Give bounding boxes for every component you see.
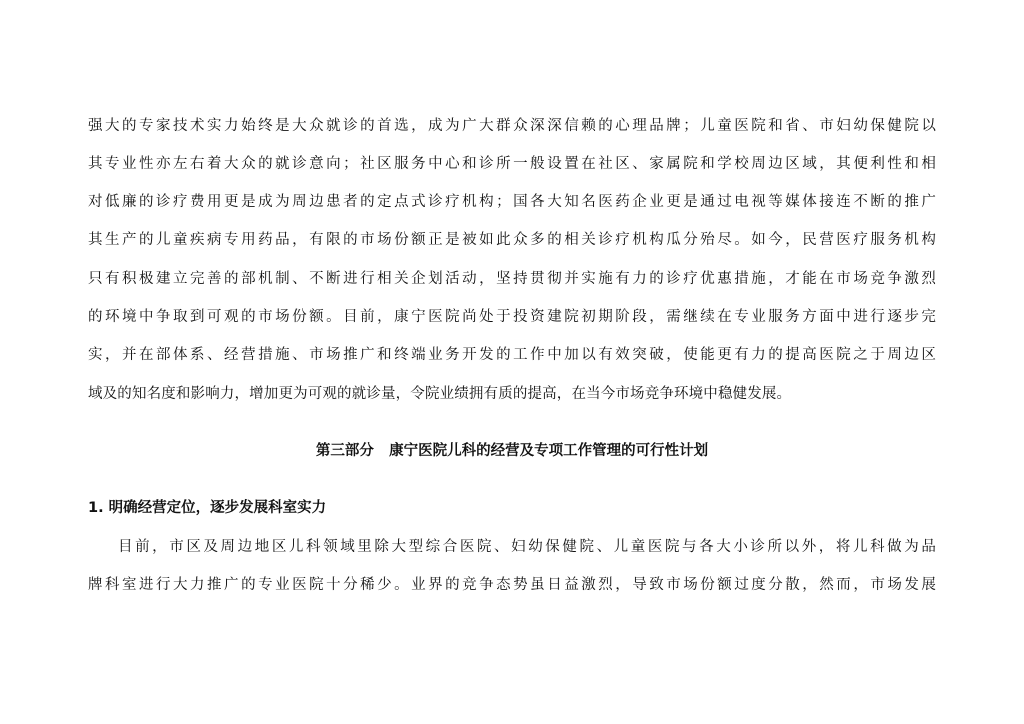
paragraph-line: 强大的专家技术实力始终是大众就诊的首选，成为广大群众深深信赖的心理品牌；儿童医院和省、市妇幼保健院以 [88, 118, 936, 134]
subsection-title: 1. 明确经营定位，逐步发展科室实力 [88, 500, 327, 516]
paragraph-line: 目前，市区及周边地区儿科领域里除大型综合医院、妇幼保健院、儿童医院与各大小诊所以外，将儿科做为品 [118, 539, 936, 555]
paragraph-line: 的环境中争取到可观的市场份额。目前，康宁医院尚处于投资建院初期阶段，需继续在专业服务方面中进行逐步完 [88, 309, 936, 325]
paragraph-line: 牌科室进行大力推广的专业医院十分稀少。业界的竞争态势虽日益激烈，导致市场份额过度分散，然而，市场发展 [88, 577, 936, 593]
paragraph-line: 域及的知名度和影响力，增加更为可观的就诊量，令院业绩拥有质的提高，在当今市场竞争环境中稳健发展。 [88, 386, 792, 402]
paragraph-line: 其生产的儿童疾病专用药品，有限的市场份额正是被如此众多的相关诊疗机构瓜分殆尽。如今，民营医疗服务机构 [88, 232, 936, 248]
paragraph-line: 只有积极建立完善的部机制、不断进行相关企划活动，坚持贯彻并实施有力的诊疗优惠措施，才能在市场竞争激烈 [88, 271, 936, 287]
section-title: 第三部分 康宁医院儿科的经营及专项工作管理的可行性计划 [315, 443, 709, 459]
paragraph-line: 实，并在部体系、经营措施、市场推广和终端业务开发的工作中加以有效突破，使能更有力的提高医院之于周边区 [88, 347, 936, 363]
paragraph-line: 其专业性亦左右着大众的就诊意向；社区服务中心和诊所一般设置在社区、家属院和学校周边区域，其便利性和相 [88, 156, 936, 172]
paragraph-line: 对低廉的诊疗费用更是成为周边患者的定点式诊疗机构；国各大知名医药企业更是通过电视等媒体接连不断的推广 [88, 194, 936, 210]
